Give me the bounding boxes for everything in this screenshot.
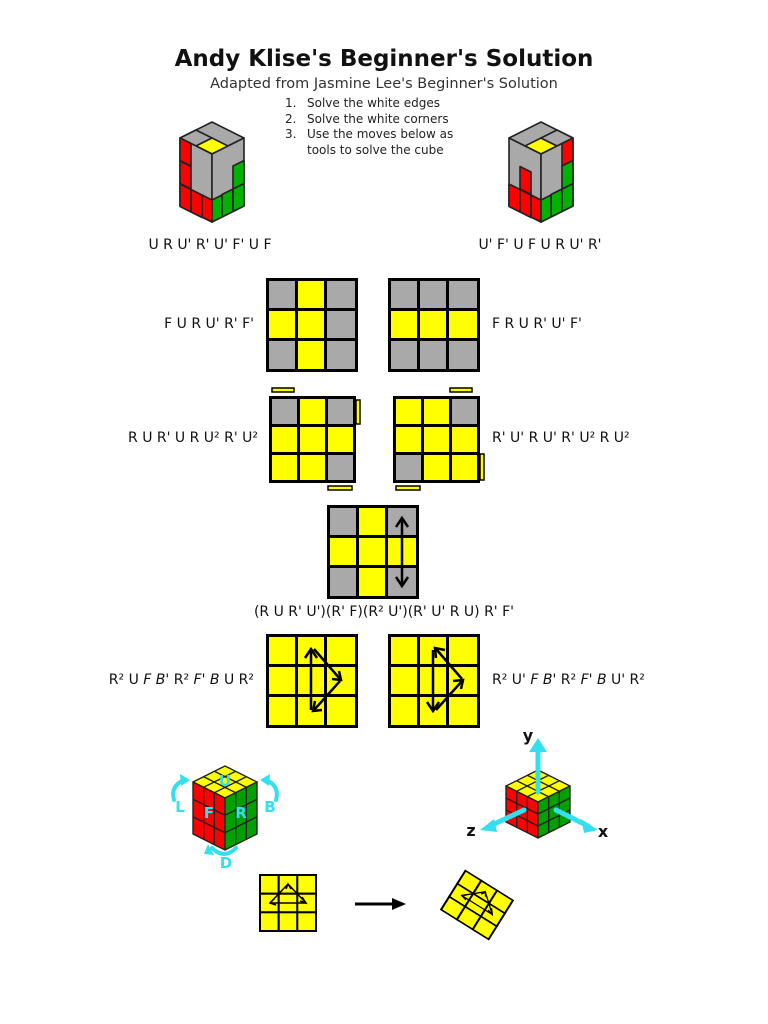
algorithm-perm-edges-right: R² U' F B' R² F' B U' R² (492, 672, 645, 688)
flat-grid-mini (258, 873, 318, 933)
algorithm-edge-right: U' F' U F U R U' R' (478, 237, 602, 253)
edge-left-cube-diagram (160, 118, 264, 230)
page-title: Andy Klise's Beginner's Solution (174, 46, 594, 72)
step-item: 1. Solve the white edges (285, 96, 441, 110)
rotated-grid-mini (434, 860, 520, 950)
algorithm-cross-left: F U R U' R' F' (164, 316, 254, 332)
algorithm-cross-right: F R U R' U' F' (492, 316, 582, 332)
corner-perm-grid (327, 505, 419, 599)
face-label-down: D (219, 854, 233, 872)
edge-right-cube-diagram (489, 118, 593, 230)
sune-right-grid (390, 386, 490, 492)
face-notation-diagram (160, 760, 290, 872)
step-item: 3. Use the moves below as tools to solve the cube (285, 127, 454, 157)
face-label-left: L (175, 798, 185, 816)
arrow-right-icon (352, 896, 408, 912)
algorithm-edge-left: U R U' R' U' F' U F (148, 237, 272, 253)
page-subtitle: Adapted from Jasmine Lee's Beginner's Solution (210, 76, 558, 92)
axis-label-y: y (522, 726, 534, 745)
algorithm-perm-edges-left: R² U F B' R² F' B U R² (108, 672, 254, 688)
steps-list (285, 96, 477, 158)
face-label-front: F (203, 804, 215, 822)
edge-perm-left-grid (266, 634, 358, 728)
step-item: 2. Solve the white corners (285, 111, 449, 126)
face-label-up: U (218, 772, 232, 790)
axis-label-z: z (466, 821, 476, 840)
algorithm-sune-left: R U R' U R U² R' U² (128, 430, 258, 446)
sune-left-grid (266, 386, 366, 492)
cross-left-grid (266, 278, 358, 372)
edge-perm-right-grid (388, 634, 480, 728)
face-label-back: B (264, 798, 276, 816)
axis-label-x: x (597, 822, 609, 841)
face-label-right: R (235, 804, 247, 822)
algorithm-sune-right: R' U' R U' R' U² R U² (492, 430, 630, 446)
cross-right-grid (388, 278, 480, 372)
rotation-axes-diagram (460, 722, 630, 846)
algorithm-perm-corners: (R U R' U')(R' F)(R² U')(R' U' R U) R' F' (253, 604, 515, 620)
